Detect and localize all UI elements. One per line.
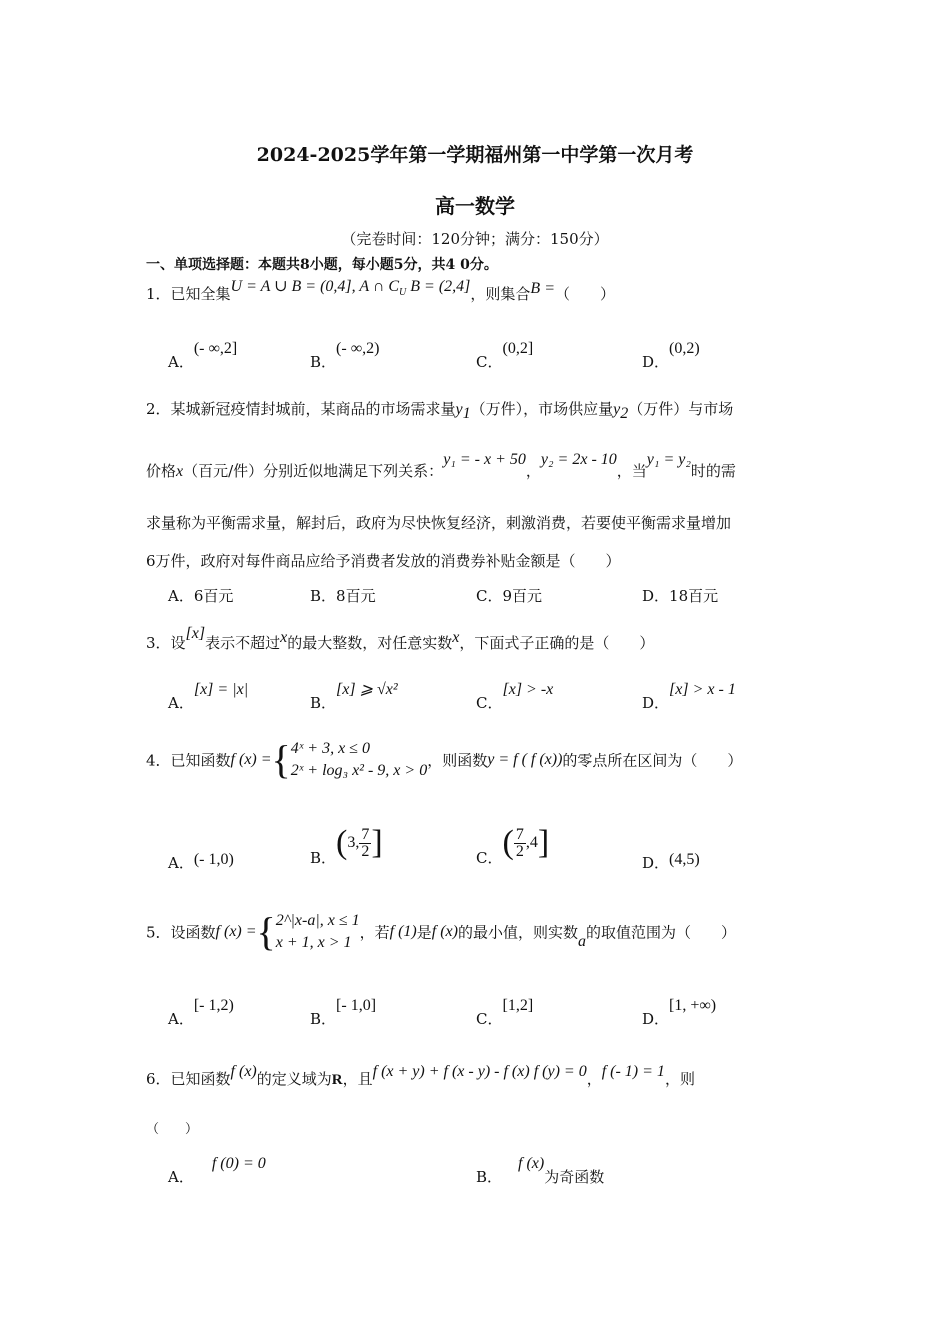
q2-option-b[interactable]: B．8百元 (310, 587, 376, 605)
q1-option-b[interactable]: B．(- ∞,2) (310, 340, 380, 371)
q5-function-name: f (x) = (215, 923, 257, 940)
q2-option-a[interactable]: A．6百元 (168, 587, 234, 605)
q2-eq-demand: y₁ = - x + 50 (443, 451, 526, 468)
q4-function-name: f (x) = (230, 751, 272, 768)
q1-option-c[interactable]: C．(0,2] (476, 340, 534, 371)
q3-option-a[interactable]: A．[x] = |x| (168, 681, 249, 712)
question-1 (146, 278, 616, 306)
q6-condition: f (- 1) = 1 (601, 1063, 665, 1080)
exam-title: 2024-2025学年第一学期福州第一中学第一次月考 (256, 144, 694, 166)
section-heading: 一、单项选择题：本题共8小题，每小题5分，共4 0分。 (146, 257, 498, 273)
q4-option-d[interactable]: D．(4,5) (642, 851, 700, 872)
q6-option-b[interactable]: B．f (x)为奇函数 (476, 1155, 605, 1186)
q3-option-d[interactable]: D．[x] > x - 1 (642, 681, 736, 712)
q6-paren: （ ） (146, 1122, 199, 1137)
q4-composite: y = f ( f (x)) (487, 751, 563, 768)
q2-eq-supply: y₂ = 2x - 10 (540, 451, 617, 468)
q3-option-c[interactable]: C．[x] > -x (476, 681, 554, 712)
q1-option-a[interactable]: A．(- ∞,2] (168, 340, 238, 371)
q1-paren: （ ） (555, 285, 616, 303)
q6-equation: f (x + y) + f (x - y) - f (x) f (y) = 0 (372, 1063, 587, 1080)
q5-option-b[interactable]: B．[- 1,0] (310, 997, 377, 1028)
q1-prefix: 1．已知全集 (146, 285, 231, 303)
question-6: 6．已知函数f (x)的定义域为R，且f (x + y) + f (x - y) - f (x) f (y) = 0，f (- 1) = 1，则 (146, 1063, 695, 1088)
q1-suffix: ，则集合 (470, 285, 531, 303)
q2-eq-balance: y₁ = y₂ (646, 451, 691, 468)
q4-option-c[interactable]: C．( $\frac{7}{2}$ ,4] (476, 824, 550, 867)
q1-option-d[interactable]: D．(0,2) (642, 340, 700, 371)
q5-option-c[interactable]: C．[1,2] (476, 997, 534, 1028)
question-3: 3．设[x]表示不超过x的最大整数，对任意实数x，下面式子正确的是（ ） (146, 625, 655, 652)
q4-option-a[interactable]: A．(- 1,0) (168, 851, 234, 872)
q6-option-a[interactable]: A．f (0) = 0 (168, 1155, 266, 1186)
q5-cases: 2^|x-a|, x ≤ 1 x + 1, x > 1 (275, 912, 360, 951)
q2-line-4: 6万件，政府对每件商品应给予消费者发放的消费券补贴金额是（ ） (146, 552, 621, 570)
q1-formula: U = A ∪ B = (0,4], A ∩ $C_U$ B = (2,4] (230, 278, 471, 299)
question-5: 5．设函数f (x) ={ 2^|x-a|, x ≤ 1 x + 1, x > 1 ，若f (1)是f (x)的最小值，则实数a的取值范围为（ ） (146, 909, 736, 954)
q3-option-b[interactable]: B．[x] ⩾ √x² (310, 681, 398, 712)
q2-option-c[interactable]: C．9百元 (476, 587, 543, 605)
exam-subject: 高一数学 (435, 194, 515, 218)
question-4: 4．已知函数f (x) ={ 4ˣ + 3, x ≤ 0 2ˣ + log₃ x² - 9, x > 0 ，则函数y = f ( f (x))的零点所在区间为（ ） (146, 737, 743, 782)
q5-option-a[interactable]: A．[- 1,2) (168, 997, 234, 1028)
q4-cases: 4ˣ + 3, x ≤ 0 2ˣ + log₃ x² - 9, x > 0 (290, 740, 428, 779)
q1-var-b: B = (530, 280, 555, 297)
q2-line-1: 2．某城新冠疫情封城前，某商品的市场需求量$y_1$（万件），市场供应量$y_2$（万件）与市场 (146, 400, 734, 422)
q2-line-2: 价格x（百元/件）分别近似地满足下列关系：y₁ = - x + 50，y₂ = 2x - 10，当y₁ = y₂时的需 (146, 451, 736, 480)
exam-info: （完卷时间：120分钟；满分：150分） (341, 230, 609, 248)
q2-option-d[interactable]: D．18百元 (642, 587, 719, 605)
q4-option-b[interactable]: B．(3, $\frac{7}{2}$ ] (310, 824, 383, 867)
q5-option-d[interactable]: D．[1, +∞) (642, 997, 717, 1028)
q2-line-3: 求量称为平衡需求量，解封后，政府为尽快恢复经济，刺激消费，若要使平衡需求量增加 (146, 514, 732, 532)
